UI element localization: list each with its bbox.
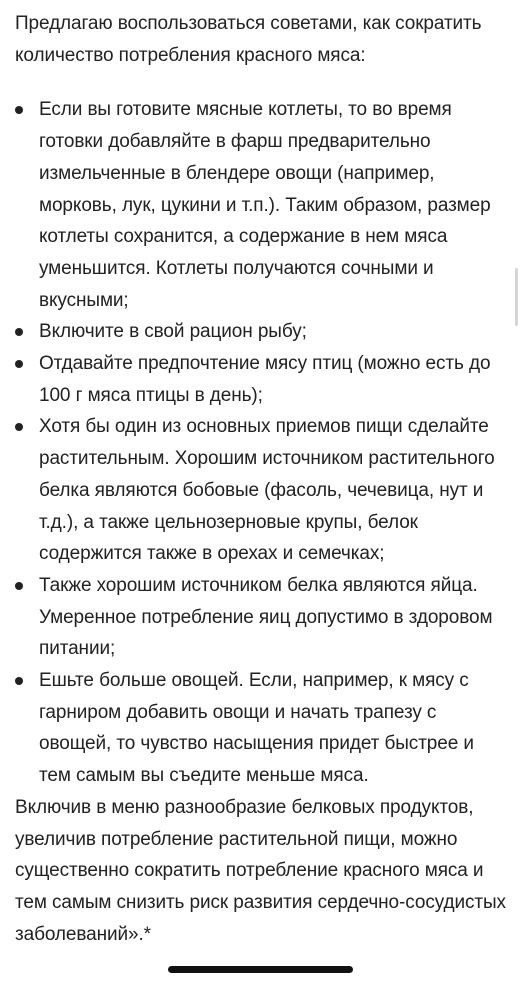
list-item xyxy=(15,665,507,792)
list-item-text: Отдавайте предпочтение мясу птиц (можно есть до 100 г мяса птицы в день); xyxy=(39,353,491,406)
list-item xyxy=(15,94,507,316)
list-item xyxy=(15,316,507,348)
list-item-text: Хотя бы один из основных приемов пищи сделайте растительным. Хорошим источником растительного белка являются бобовые (фасоль, чечевица, нут и т.д.), а также цельнозерновые крупы, белок содержится также в орехах и семечках; xyxy=(39,416,495,565)
list-item xyxy=(15,411,507,570)
list-item xyxy=(15,570,507,665)
list-item-text: Ешьте больше овощей. Если, например, к мясу с гарниром добавить овощи и начать трапезу с овощей, то чувство насыщения придет быстрее и тем самым вы съедите меньше мяса. xyxy=(39,670,474,787)
list-item-text: Также хорошим источником белка являются яйца. Умеренное потребление яиц допустимо в здоровом питании; xyxy=(39,574,493,660)
bullet-icon xyxy=(15,106,23,114)
home-indicator[interactable] xyxy=(168,966,353,973)
article-body xyxy=(15,8,507,950)
list-item-text: Если вы готовите мясные котлеты, то во время готовки добавляйте в фарш предварительно измельченные в блендере овощи (например, морковь, лук, цукини и т.п.). Таким образом, размер котлеты сохранится, а содержание в нем мяса уменьшится. Котлеты получаются сочными и вкусными; xyxy=(39,99,491,311)
bullet-icon xyxy=(15,582,23,590)
bullet-icon xyxy=(15,360,23,368)
bullet-icon xyxy=(15,677,23,685)
bullet-icon xyxy=(15,423,23,431)
tips-list xyxy=(15,94,507,791)
conclusion-paragraph: Включив в меню разнообразие белковых продуктов, увеличив потребление растительной пищи, можно существенно сократить потребление красного мяса и тем самым снизить риск развития сердечно-сосудистых заболеваний».* xyxy=(15,796,506,945)
list-item-text: Включите в свой рацион рыбу; xyxy=(39,321,307,343)
scrollbar[interactable] xyxy=(515,268,518,326)
intro-paragraph: Предлагаю воспользоваться советами, как сократить количество потребления красного мяса: xyxy=(15,13,482,66)
list-item xyxy=(15,348,507,411)
bullet-icon xyxy=(15,328,23,336)
